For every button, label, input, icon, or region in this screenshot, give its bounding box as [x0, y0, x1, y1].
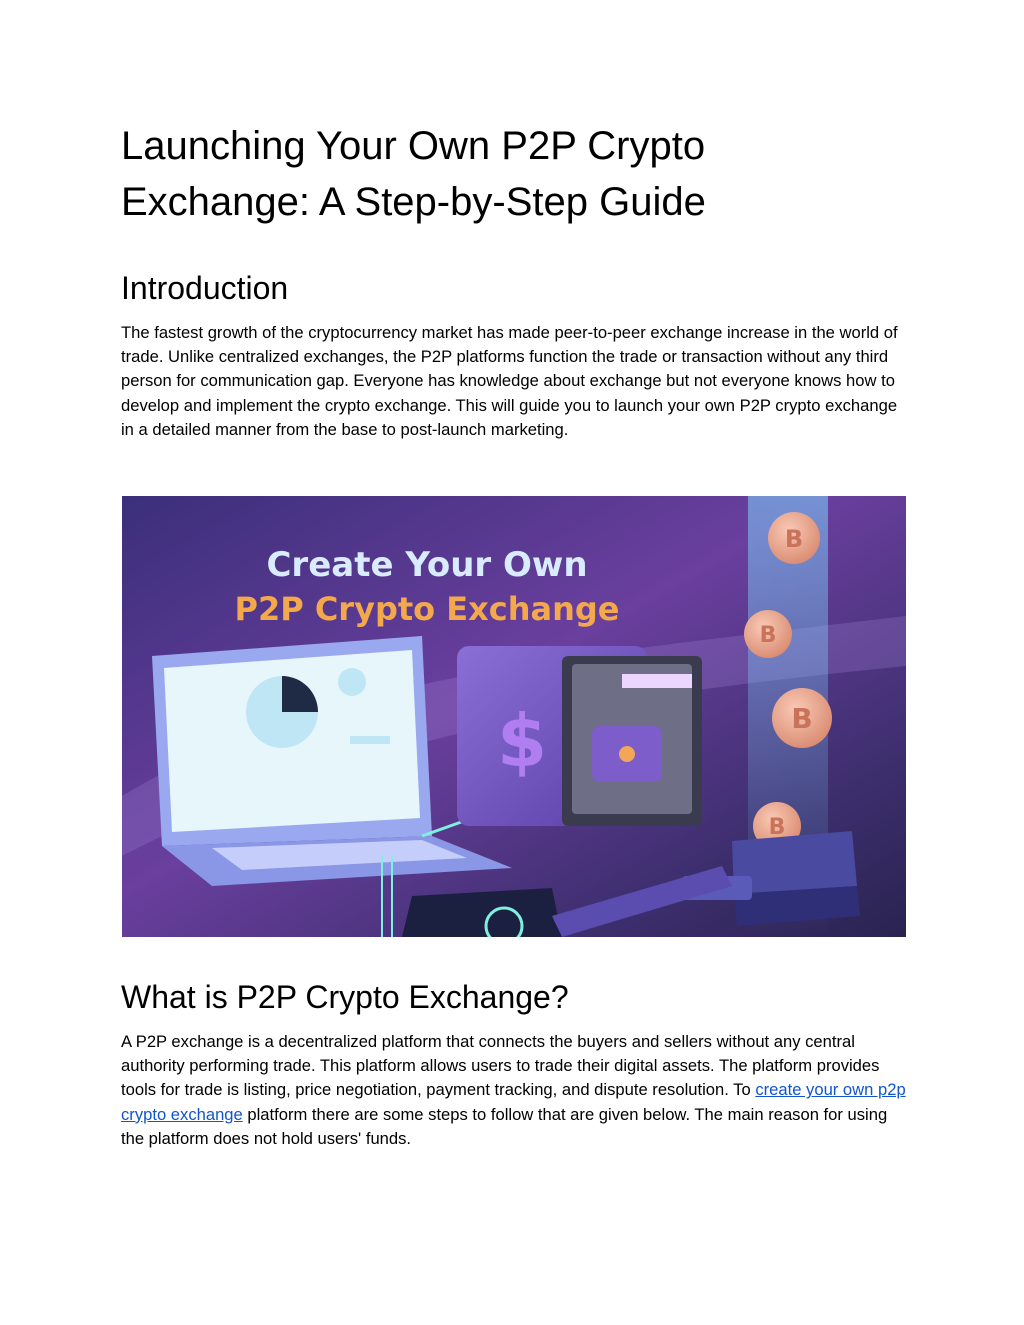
- coin-2: [744, 610, 792, 658]
- what-text-before-link: A P2P exchange is a decentralized platform that connects the buyers and sellers without any central authority performing trade. This platform allows users to trade their digital assets. The platform provides tools for trade is listing, price negotiation, payment tracking, and dispute resolution. To: [121, 1032, 880, 1100]
- create-exchange-link[interactable]: create your own p2p crypto exchange: [121, 1080, 906, 1124]
- svg-text:B: B: [791, 702, 813, 735]
- banner-line1: Create Your Own: [266, 545, 588, 585]
- page-title: Launching Your Own P2P Crypto Exchange: A Step-by-Step Guide: [121, 124, 706, 224]
- coin-3: [772, 688, 832, 748]
- banner-line2: P2P Crypto Exchange: [234, 590, 620, 628]
- svg-text:B: B: [759, 623, 777, 648]
- dollar-icon: $: [496, 699, 548, 783]
- what-heading: What is P2P Crypto Exchange?: [121, 979, 569, 1015]
- intro-paragraph: The fastest growth of the cryptocurrency market has made peer-to-peer exchange increase in the world of trade. Unlike centralized exchanges, the P2P platforms function the trade or transaction without any third person for communication gap. Everyone has knowledge about exchange but not everyone knows how to develop and implement the crypto exchange. This will guide you to launch your own P2P crypto exchange in a detailed manner from the base to post-launch marketing.: [121, 323, 898, 439]
- wallet-illustration: [457, 646, 702, 826]
- what-paragraph: [121, 1030, 911, 1151]
- what-text-after-link: platform there are some steps to follow that are given below. The main reason for using the platform does not hold users' funds.: [121, 1104, 888, 1148]
- intro-heading: Introduction: [121, 270, 289, 306]
- coin-1: [768, 512, 820, 564]
- svg-text:B: B: [768, 815, 786, 840]
- svg-text:B: B: [784, 525, 804, 553]
- banner-image: [122, 496, 906, 937]
